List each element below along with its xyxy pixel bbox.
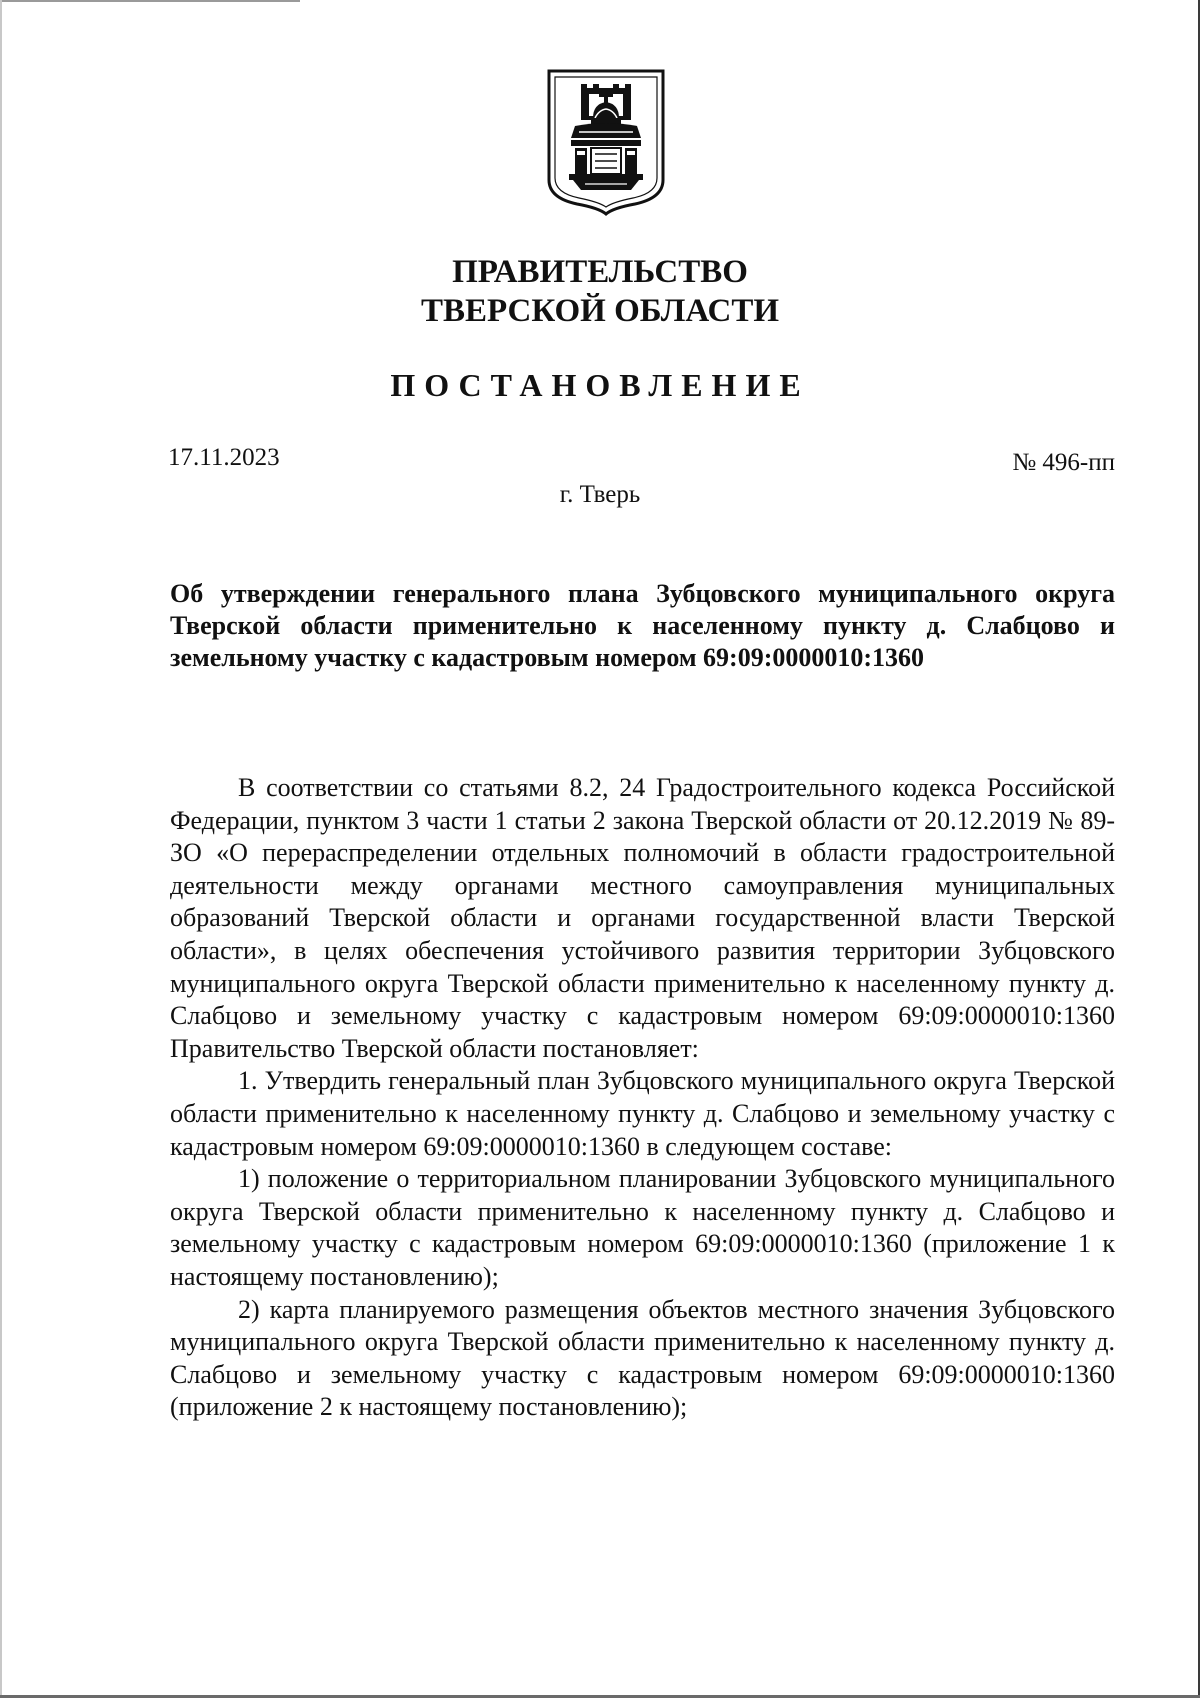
document-subject: Об утверждении генерального плана Зубцовского муниципального округа Тверской области применительно к населенному пункту д. Слабцово и земельному участку с кадастровым номером 69:09:0000010:1360	[170, 579, 1115, 672]
coat-of-arms-icon	[545, 68, 667, 216]
clause-1-item-2-paragraph: 2) карта планируемого размещения объектов местного значения Зубцовского муниципального округа Тверской области применительно к населенному пункту д. Слабцово и земельному участку с кадастровым номером 69:09:0000010:1360 (приложение 2 к настоящему постановлению);	[170, 1294, 1115, 1422]
clause-1-paragraph: 1. Утвердить генеральный план Зубцовского муниципального округа Тверской области применительно к населенному пункту д. Слабцово и земельному участку с кадастровым номером 69:09:0000010:1360 в следующем составе:	[170, 1066, 1115, 1161]
scan-edge-top	[0, 0, 300, 2]
government-title-line-1: ПРАВИТЕЛЬСТВО	[452, 254, 748, 290]
preamble-paragraph: В соответствии со статьями 8.2, 24 Градостроительного кодекса Российской Федерации, пунктом 3 части 1 статьи 2 закона Тверской области от 20.12.2019 № 89-ЗО «О перераспределении отдельных полномочий в области градостроительной деятельности между органами местного самоуправления муниципальных образований Тверской области и органами государственной власти Тверской области», в целях обеспечения устойчивого развития территории Зубцовского муниципального округа Тверской области применительно к населенному пункту д. Слабцово и земельному участку с кадастровым номером 69:09:0000010:1360 Правительство Тверской области постановляет:	[170, 773, 1115, 1063]
document-city: г. Тверь	[559, 481, 641, 508]
decree-title: ПОСТАНОВЛЕНИЕ	[390, 367, 810, 403]
government-title-line-2: ТВЕРСКОЙ ОБЛАСТИ	[420, 293, 780, 329]
government-title	[0, 253, 1200, 331]
clause-1-item-1-paragraph: 1) положение о территориальном планировании Зубцовского муниципального округа Тверской области применительно к населенному пункту д. Слабцово и земельному участку с кадастровым номером 69:09:0000010:1360 (приложение 1 к настоящему постановлению);	[170, 1164, 1115, 1291]
document-body	[170, 772, 1115, 1424]
document-number: № 496-пп	[1012, 449, 1115, 476]
document-date: 17.11.2023	[168, 444, 280, 471]
